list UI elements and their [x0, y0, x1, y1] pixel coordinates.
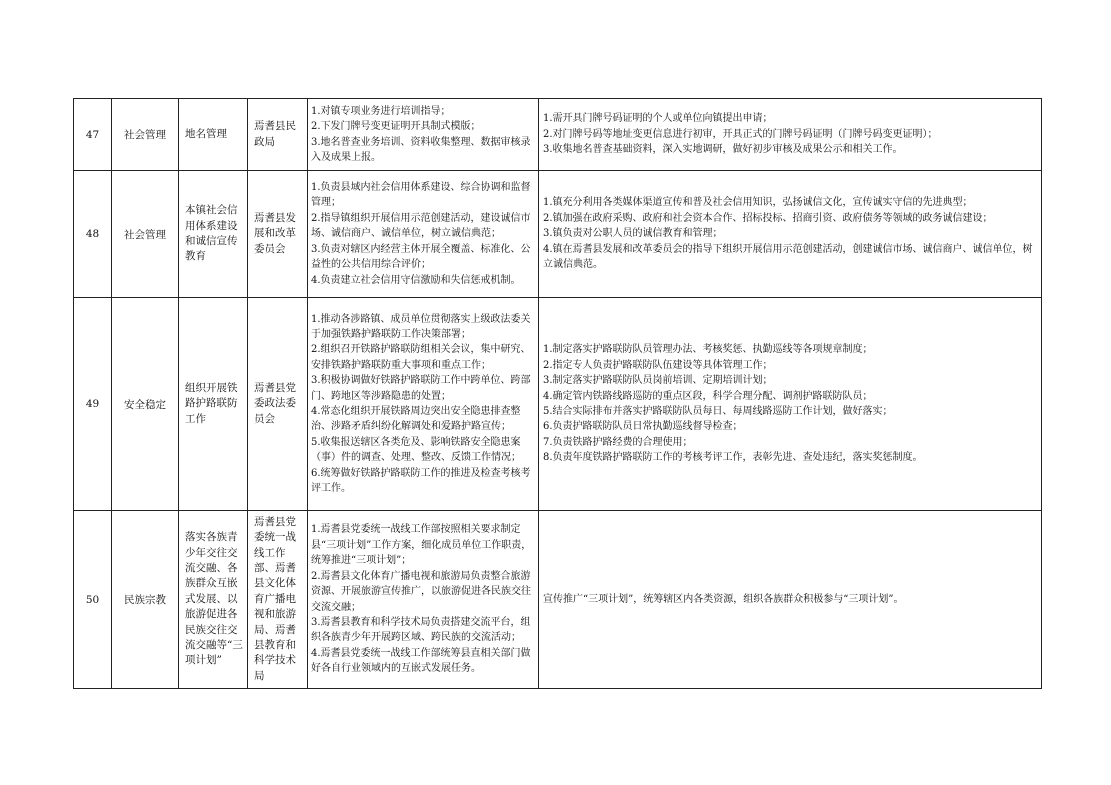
duty-line: 3.负责对辖区内经营主体开展全覆盖、标准化、公益性的公共信用综合评价；	[311, 243, 531, 271]
task-line: 宣传推广“三项计划”，统筹辖区内各类资源，组织各族群众积极参与“三项计划”。	[543, 593, 904, 605]
row-item	[179, 99, 248, 171]
row-duties	[308, 171, 539, 298]
row-number: 47	[74, 99, 112, 171]
item-text: 地名管理	[185, 127, 227, 140]
row-duties	[308, 99, 539, 171]
row-category: 社会管理	[112, 171, 179, 298]
item-text: 落实各族青少年交往交流交融、各族群众互嵌式发展、以旅游促进各民族交往交流交融等“三项计划”	[185, 531, 243, 667]
row-tasks	[539, 511, 1042, 689]
duty-line: 1.对镇专项业务进行培训指导；	[311, 105, 451, 117]
duty-line: 5.收集报送辖区各类危及、影响铁路安全隐患案（事）件的调查、处理、整改、反馈工作情况；	[311, 436, 521, 464]
row-category: 社会管理	[112, 99, 179, 171]
row-department	[248, 171, 308, 298]
task-line: 8.负责年度铁路护路联防工作的考核考评工作，表彰先进、查处违纪，落实奖惩制度。	[543, 452, 923, 464]
duty-line: 3.焉耆县教育和科学技术局负责搭建交流平台，组织各族青少年开展跨区域、跨民族的交流活动；	[311, 616, 531, 644]
duty-line: 2.焉耆县文化体育广播电视和旅游局负责整合旅游资源、开展旅游宣传推广，以旅游促进各民族交往交流交融；	[311, 570, 531, 613]
duty-line: 4.焉耆县党委统一战线工作部统筹县直相关部门做好各自行业领域内的互嵌式发展任务。	[311, 647, 531, 675]
duty-line: 4.负责建立社会信用守信激励和失信惩戒机制。	[311, 274, 521, 286]
row-department	[248, 511, 308, 689]
row-tasks	[539, 298, 1042, 511]
table-row	[74, 171, 1042, 298]
task-line: 2.镇加强在政府采购、政府和社会资本合作、招标投标、招商引资、政府债务等领域的政务诚信建设；	[543, 212, 993, 224]
task-line: 3.镇负责对公职人员的诚信教育和管理；	[543, 228, 723, 240]
duty-line: 3.积极协调做好铁路护路联防工作中跨单位、跨部门、跨地区等涉路隐患的处置；	[311, 375, 531, 402]
duty-line: 4.常态化组织开展铁路周边突出安全隐患排查整治、涉路矛盾纠纷化解调处和爱路护路宣传；	[311, 406, 521, 433]
task-line: 1.镇充分利用各类媒体渠道宣传和普及社会信用知识，弘扬诚信文化，宣传诚实守信的先进典型；	[543, 197, 973, 209]
task-line: 2.指定专人负责护路联防队伍建设等具体管理工作；	[543, 359, 773, 371]
row-item	[179, 298, 248, 511]
row-category: 民族宗教	[112, 511, 179, 689]
row-item	[179, 511, 248, 689]
task-line: 1.需开具门牌号码证明的个人或单位向镇提出申请；	[543, 113, 773, 125]
department-text: 焉耆县党委政法委员会	[254, 381, 296, 425]
row-tasks	[539, 99, 1042, 171]
row-item	[179, 171, 248, 298]
row-number: 49	[74, 298, 112, 511]
task-line: 7.负责铁路护路经费的合理使用；	[543, 436, 693, 448]
table-row	[74, 511, 1042, 689]
duty-line: 1.推动各涉路镇、成员单位贯彻落实上级政法委关于加强铁路护路联防工作决策部署；	[311, 313, 531, 340]
duty-line: 1.负责县域内社会信用体系建设、综合协调和监督管理；	[311, 182, 531, 209]
item-text: 组织开展铁路护路联防工作	[185, 381, 238, 425]
item-text: 本镇社会信用体系建设和诚信宣传教育	[185, 204, 238, 263]
task-line: 5.结合实际排布并落实护路联防队员每日、每周线路巡防工作计划，做好落实；	[543, 406, 893, 417]
task-line: 6.负责护路联防队员日常执勤巡线督导检查；	[543, 421, 743, 433]
task-line: 3.收集地名普查基础资料，深入实地调研，做好初步审核及成果公示和相关工作。	[543, 144, 903, 156]
row-department	[248, 99, 308, 171]
duty-line: 2.指导镇组织开展信用示范创建活动，建设诚信市场、诚信商户、诚信单位，树立诚信典范；	[311, 212, 531, 240]
task-line: 1.制定落实护路联防队员管理办法、考核奖惩、执勤巡线等各项规章制度；	[543, 344, 873, 356]
table-body	[74, 99, 1042, 689]
duty-line: 6.统筹做好铁路护路联防工作的推进及检查考核考评工作。	[311, 467, 531, 495]
task-line: 4.确定管内铁路线路巡防的重点区段，科学合理分配、调剂护路联防队员；	[543, 390, 873, 402]
row-number: 50	[74, 511, 112, 689]
row-duties	[308, 298, 539, 511]
table-row	[74, 298, 1042, 511]
department-text: 焉耆县发展和改革委员会	[254, 211, 296, 255]
task-line: 3.制定落实护路联防队员岗前培训、定期培训计划；	[543, 375, 773, 387]
row-category: 安全稳定	[112, 298, 179, 511]
duty-line: 3.地名普查业务培训、资料收集整理、数据审核录入及成果上报。	[311, 136, 531, 163]
duty-line: 2.组织召开铁路护路联防组相关会议，集中研究、安排铁路护路联防重大事项和重点工作；	[311, 344, 531, 371]
row-tasks	[539, 171, 1042, 298]
row-duties	[308, 511, 539, 689]
duty-line: 2.下发门牌号变更证明开具制式模版；	[311, 121, 481, 133]
table-row	[74, 99, 1042, 171]
responsibility-table	[73, 98, 1042, 689]
task-line: 4.镇在焉耆县发展和改革委员会的指导下组织开展信用示范创建活动，创建诚信市场、诚信商户、诚信单位，树立诚信典范。	[543, 243, 1033, 271]
row-department	[248, 298, 308, 511]
task-line: 2.对门牌号码等地址变更信息进行初审，开具正式的门牌号码证明（门牌号码变更证明）；	[543, 128, 938, 140]
department-text: 焉耆县民政局	[254, 120, 296, 148]
duty-line: 1.焉耆县党委统一战线工作部按照相关要求制定县“三项计划”工作方案，细化成员单位工作职责，统筹推进“三项计划”；	[311, 524, 532, 567]
department-text: 焉耆县党委统一战线工作部、焉耆县文化体育广播电视和旅游局、焉耆县教育和科学技术局	[254, 515, 296, 682]
row-number: 48	[74, 171, 112, 298]
